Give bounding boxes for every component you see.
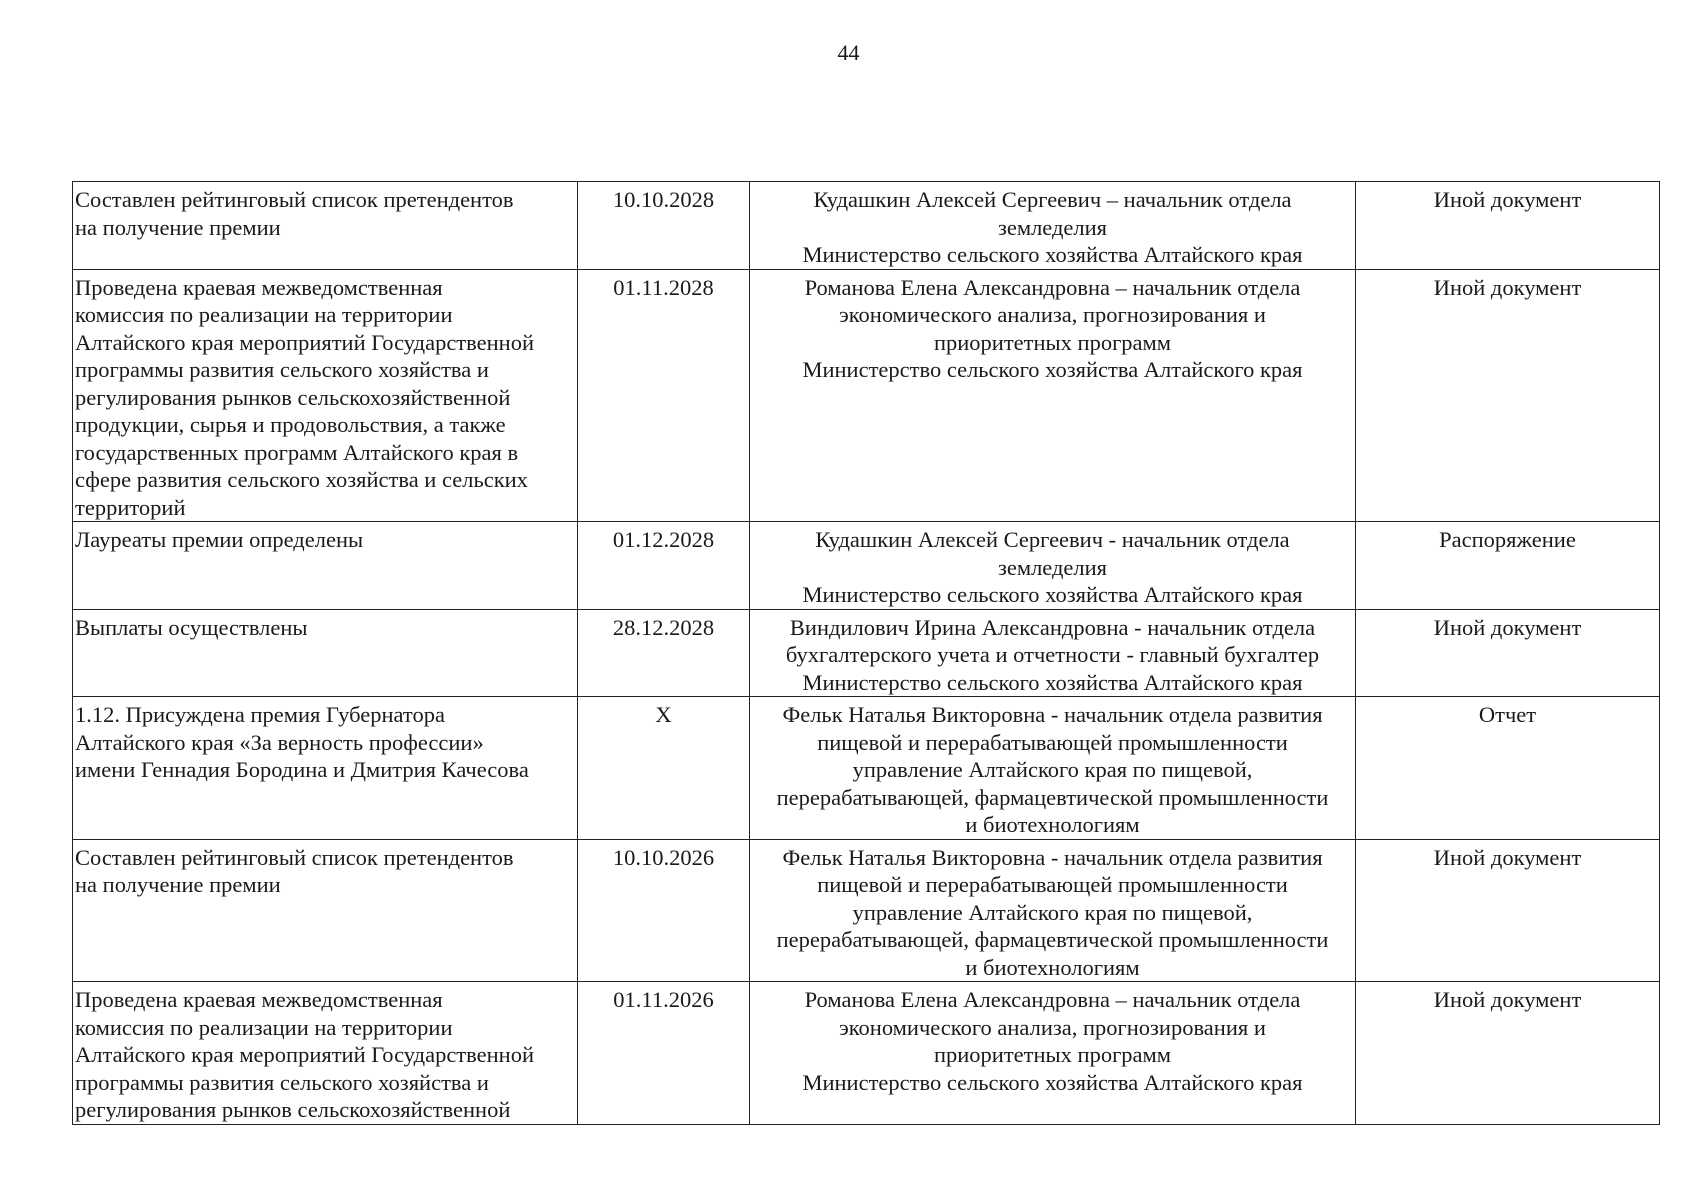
responsible-line: экономического анализа, прогнозирования и [839, 1014, 1266, 1040]
document-type-cell: Иной документ [1356, 839, 1660, 982]
event-name-line: Составлен рейтинговый список претендентов [75, 187, 514, 212]
event-name-cell [73, 609, 578, 697]
table-row [73, 609, 1660, 697]
event-name-cell [73, 839, 578, 982]
document-type-cell: Распоряжение [1356, 522, 1660, 610]
event-name-line: программы развития сельского хозяйства и [75, 357, 489, 382]
table-row [73, 522, 1660, 610]
event-name-line: Алтайского края «За верность профессии» [75, 729, 484, 755]
responsible-line: пищевой и перерабатывающей промышленности [817, 872, 1288, 897]
responsible-line: экономического анализа, прогнозирования и [839, 302, 1266, 327]
responsible-line: Кудашкин Алексей Сергеевич – начальник отдела [813, 187, 1292, 212]
responsible-line: перерабатывающей, фармацевтической промышленности [776, 784, 1329, 810]
document-type-cell: Иной документ [1356, 182, 1660, 270]
responsible-line: Кудашкин Алексей Сергеевич - начальник отдела [815, 527, 1290, 552]
event-name-line: государственных программ Алтайского края в [75, 439, 519, 465]
responsible-line: Фельк Наталья Викторовна - начальник отдела развития [782, 844, 1323, 870]
document-type-cell: Иной документ [1356, 269, 1660, 522]
responsible-cell [750, 269, 1356, 522]
event-name-line: Лауреаты премии определены [75, 527, 364, 552]
responsible-line: пищевой и перерабатывающей промышленности [817, 729, 1288, 755]
event-name-line: Проведена краевая межведомственная [75, 274, 443, 300]
page-number: 44 [837, 40, 860, 65]
responsible-line: Министерство сельского хозяйства Алтайского края [802, 242, 1303, 267]
responsible-line: Романова Елена Александровна – начальник отдела [804, 274, 1301, 300]
event-name-line: имени Геннадия Бородина и Дмитрия Качесова [75, 757, 529, 782]
responsible-line: земледелия [997, 554, 1108, 580]
responsible-line: Министерство сельского хозяйства Алтайского края [802, 669, 1303, 695]
event-name-line: Составлен рейтинговый список претендентов [75, 844, 514, 870]
responsible-line: управление Алтайского края по пищевой, [852, 899, 1253, 925]
event-name-line: Алтайского края мероприятий Государственной [75, 1042, 534, 1067]
document-type-cell: Иной документ [1356, 609, 1660, 697]
responsible-cell [750, 982, 1356, 1125]
date-cell: 01.11.2026 [578, 982, 750, 1125]
table-row [73, 839, 1660, 982]
responsible-cell [750, 609, 1356, 697]
responsible-line: бухгалтерского учета и отчетности - главный бухгалтер [785, 642, 1320, 667]
document-type-cell: Иной документ [1356, 982, 1660, 1125]
event-name-line: комиссия по реализации на территории [75, 302, 453, 327]
event-name-line: на получение премии [75, 214, 281, 240]
event-name-cell [73, 182, 578, 270]
responsible-line: и биотехнологиям [965, 954, 1140, 980]
event-name-line: сфере развития сельского хозяйства и сельских [75, 467, 528, 492]
responsible-cell [750, 839, 1356, 982]
event-name-line: программы развития сельского хозяйства и [75, 1069, 489, 1095]
event-name-line: Алтайского края мероприятий Государственной [75, 329, 534, 355]
table-row [73, 269, 1660, 522]
event-name-line: регулирования рынков сельскохозяйственной [75, 384, 511, 410]
document-type-cell: Отчет [1356, 697, 1660, 840]
event-name-line: комиссия по реализации на территории [75, 1014, 453, 1040]
event-name-line: на получение премии [75, 872, 281, 897]
date-cell: 01.12.2028 [578, 522, 750, 610]
event-name-line: 1.12. Присуждена премия Губернатора [75, 702, 445, 727]
responsible-line: Министерство сельского хозяйства Алтайского края [802, 582, 1303, 607]
event-name-line: Проведена краевая межведомственная [75, 987, 443, 1012]
responsible-line: Министерство сельского хозяйства Алтайского края [802, 357, 1303, 382]
responsible-line: приоритетных программ [933, 1042, 1172, 1067]
table-row [73, 182, 1660, 270]
event-name-line: Выплаты осуществлены [75, 614, 308, 640]
date-cell: 28.12.2028 [578, 609, 750, 697]
table-row [73, 697, 1660, 840]
event-name-cell [73, 982, 578, 1125]
event-name-line: продукции, сырья и продовольствия, а также [75, 412, 506, 437]
responsible-line: земледелия [997, 214, 1108, 240]
responsible-line: Виндилович Ирина Александровна - начальник отдела [789, 614, 1316, 640]
responsible-line: Министерство сельского хозяйства Алтайского края [802, 1069, 1303, 1095]
date-cell: 10.10.2026 [578, 839, 750, 982]
event-name-line: регулирования рынков сельскохозяйственной [75, 1097, 511, 1122]
responsible-line: перерабатывающей, фармацевтической промышленности [776, 927, 1329, 952]
date-cell: X [578, 697, 750, 840]
events-table [72, 181, 1660, 1125]
table-body [73, 182, 1660, 1125]
responsible-cell [750, 522, 1356, 610]
event-name-cell [73, 697, 578, 840]
event-name-cell [73, 522, 578, 610]
responsible-cell [750, 697, 1356, 840]
date-cell: 10.10.2028 [578, 182, 750, 270]
responsible-cell [750, 182, 1356, 270]
table-row [73, 982, 1660, 1125]
event-name-cell [73, 269, 578, 522]
responsible-line: приоритетных программ [933, 329, 1172, 355]
responsible-line: и биотехнологиям [965, 812, 1140, 837]
responsible-line: Романова Елена Александровна – начальник отдела [804, 987, 1301, 1012]
date-cell: 01.11.2028 [578, 269, 750, 522]
responsible-line: управление Алтайского края по пищевой, [852, 757, 1253, 782]
event-name-line: территорий [75, 494, 186, 520]
responsible-line: Фельк Наталья Викторовна - начальник отдела развития [782, 702, 1323, 727]
